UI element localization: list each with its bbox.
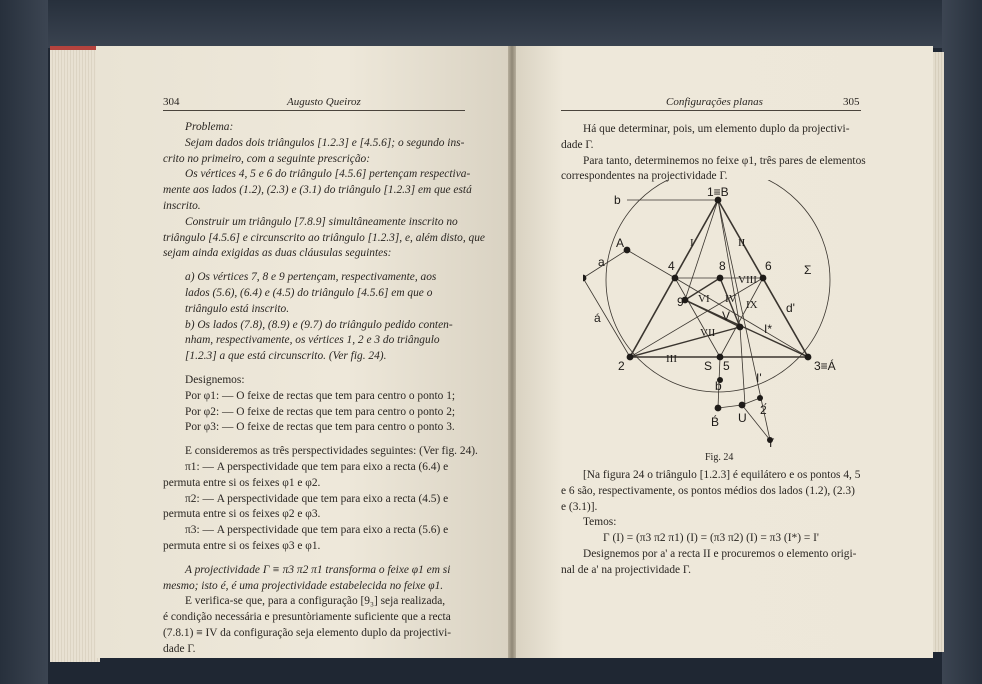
line-6-3 [763,278,808,357]
text-line: Temos: [583,516,617,529]
text-line: (7.8.1) ≡ IV da configuração seja elemento duplo da projectivi- [163,626,452,639]
label-U: U [738,411,747,425]
roman-IV: IV [725,293,737,305]
text-line [163,436,465,444]
left-running-head: Augusto Queiroz [287,96,361,108]
right-running-head: Configurações planas [666,96,763,108]
text-line: lados (5.6), (6.4) e (4.5) do triângulo [4.5.6] em que o [185,286,433,299]
text-line: A projectividade Γ ≡ π3 π2 π1 transforma o feixe φ1 em si [185,563,451,576]
text-line: a) Os vértices 7, 8 e 9 pertençam, respectivamente, aos [185,271,437,284]
text-line: Designemos por a' a recta II e procuremos o elemento origi- [583,547,857,560]
point-a [583,275,586,282]
text-line: permuta entre si os feixes φ1 e φ2. [163,476,321,489]
text-line: b) Os lados (7.8), (8.9) e (9.7) do triângulo pedido conten- [185,318,453,331]
point-8 [717,275,724,282]
label-I-star: I* [764,322,773,336]
label-V: V [722,309,731,323]
left-header-rule [163,110,465,111]
text-line: triângulo [4.5.6] e circunscrito ao triângulo [1.2.3], e, além disto, que [163,231,485,244]
label-9: 9 [677,295,684,309]
roman-VI: VI [698,293,710,305]
text-line: permuta entre si os feixes φ3 e φ1. [163,539,321,552]
point-4 [672,275,679,282]
label-I-prime: I' [756,371,762,385]
book-cover-right [942,0,982,684]
point-A [624,247,631,254]
text-line: Sejam dados dois triângulos [1.2.3] e [4.5.6]; o segundo ins- [185,136,465,149]
label-d: d' [786,301,795,315]
label-2: 2 [618,359,625,373]
text-line: E consideremos as três perspectividades seguintes: (Ver fig. 24). [185,445,478,458]
text-line: Designemos: [185,373,245,386]
label-a: a [598,255,605,269]
right-page-intro [561,122,866,185]
text-line: π1: — A perspectividade que tem para eixo a recta (6.4) e [185,460,449,473]
left-page-body [163,120,485,658]
text-line: π3: — A perspectividade que tem para eixo a recta (5.6) e [185,524,449,537]
label-4: 4 [668,259,675,273]
label-sigma: Σ [804,263,812,277]
point-2-acc [757,395,763,401]
roman-I: I [690,237,694,249]
label-B-acc: B́ [711,415,720,429]
right-page-body [561,468,861,579]
text-line: mesmo; isto é, é uma projectividade estabelecida no feixe φ1. [163,579,444,592]
text-line: correspondentes na projectividade Γ. [561,170,728,183]
text-line: π2: — A perspectividade que tem para eixo a recta (4.5) e [185,492,449,505]
text-line: Construir um triângulo [7.8.9] simultâneamente inscrito no [185,215,458,228]
point-7 [737,324,744,331]
line-7-U [740,327,745,405]
label-3A-acc: 3≡Á [814,359,836,373]
circumcircle [606,180,830,392]
text-line: sejam ainda exigidas as duas cláusulas seguintes: [163,247,392,260]
point-B-acc [715,405,722,412]
label-8: 8 [719,259,726,273]
roman-III: III [666,353,677,365]
text-line: Para tanto, determinemos no feixe φ1, três pares de elementos [583,154,866,167]
line-B-U [718,405,742,408]
roman-IX: IX [746,299,758,311]
text-line: triângulo está inscrito. [185,302,290,315]
side-4-5 [675,278,720,357]
text-line: Por φ2: — O feixe de rectas que tem para centro o ponto 2; [185,405,456,418]
text-line: dade Γ. [163,642,196,655]
text-line: Os vértices 4, 5 e 6 do triângulo [4.5.6] pertençam respectiva- [185,168,471,181]
point-3 [805,354,812,361]
text-line: crito no primeiro, com a seguinte prescrição: [163,152,370,165]
figure-24 [583,180,883,450]
right-page-number: 305 [843,96,860,108]
point-2 [627,354,634,361]
point-U [739,402,746,409]
line-a [583,250,627,278]
text-line: e (3.1)]. [561,500,598,513]
book-cover-top [0,0,982,48]
text-line: nham, respectivamente, os vértices 1, 2 e 3 do triângulo [185,334,440,347]
text-line: dade Γ. [561,138,594,151]
text-line: e 6 são, respectivamente, os pontos médios dos lados (1.2), (2.3) [561,484,855,497]
text-line [163,365,465,373]
label-2-acc: 2́ [760,403,767,417]
text-line: inscrito. [163,199,201,212]
text-line: E verifica-se que, para a configuração [9₃] seja realizada, [185,595,446,608]
text-line: permuta entre si os feixes φ2 e φ3. [163,508,321,521]
text-line: Há que determinar, pois, um elemento duplo da projectivi- [583,123,850,135]
text-line: nal de a' na projectividade Γ. [561,563,691,576]
text-line: é condição necessária e presuntòriamente suficiente que a recta [163,611,451,624]
text-line [163,555,465,563]
text-line: [Na figura 24 o triângulo [1.2.3] é equilátero e os pontos 4, 5 [583,469,861,481]
text-line: Γ (I) = (π3 π2 π1) (I) = (π3 π2) (I) = π3 (I*) = I' [603,532,819,545]
text-line: Por φ1: — O feixe de rectas que tem para centro o ponto 1; [185,389,456,402]
text-line: mente aos lados (1.2), (2.3) e (3.1) do triângulo [1.2.3] em que está [163,184,472,197]
text-line: Problema: [185,121,234,133]
label-A: A [616,236,625,250]
roman-VIII: VIII [738,274,757,286]
book-gutter [508,46,516,658]
label-6: 6 [765,259,772,273]
text-line [163,262,465,270]
label-b-acc: b́ [715,379,722,393]
left-page-edges [50,46,100,662]
roman-VII: VII [700,327,716,339]
point-6 [760,275,767,282]
right-header-rule [561,110,861,111]
label-5: 5 [723,359,730,373]
left-page-number: 304 [163,96,180,108]
roman-II: II [738,237,746,249]
label-1B: 1≡B [707,185,729,199]
text-line: [1.2.3] a que está circunscrito. (Ver fig. 24). [185,350,387,363]
figure-caption: Fig. 24 [705,452,734,463]
label-T: T [767,436,775,450]
line-2-7 [630,327,740,357]
text-line: Por φ3: — O feixe de rectas que tem para centro o ponto 3. [185,421,455,434]
label-b: b [614,193,621,207]
book-cover-left [0,0,48,684]
label-S: S [704,359,713,373]
label-a-acc: á [594,311,601,325]
